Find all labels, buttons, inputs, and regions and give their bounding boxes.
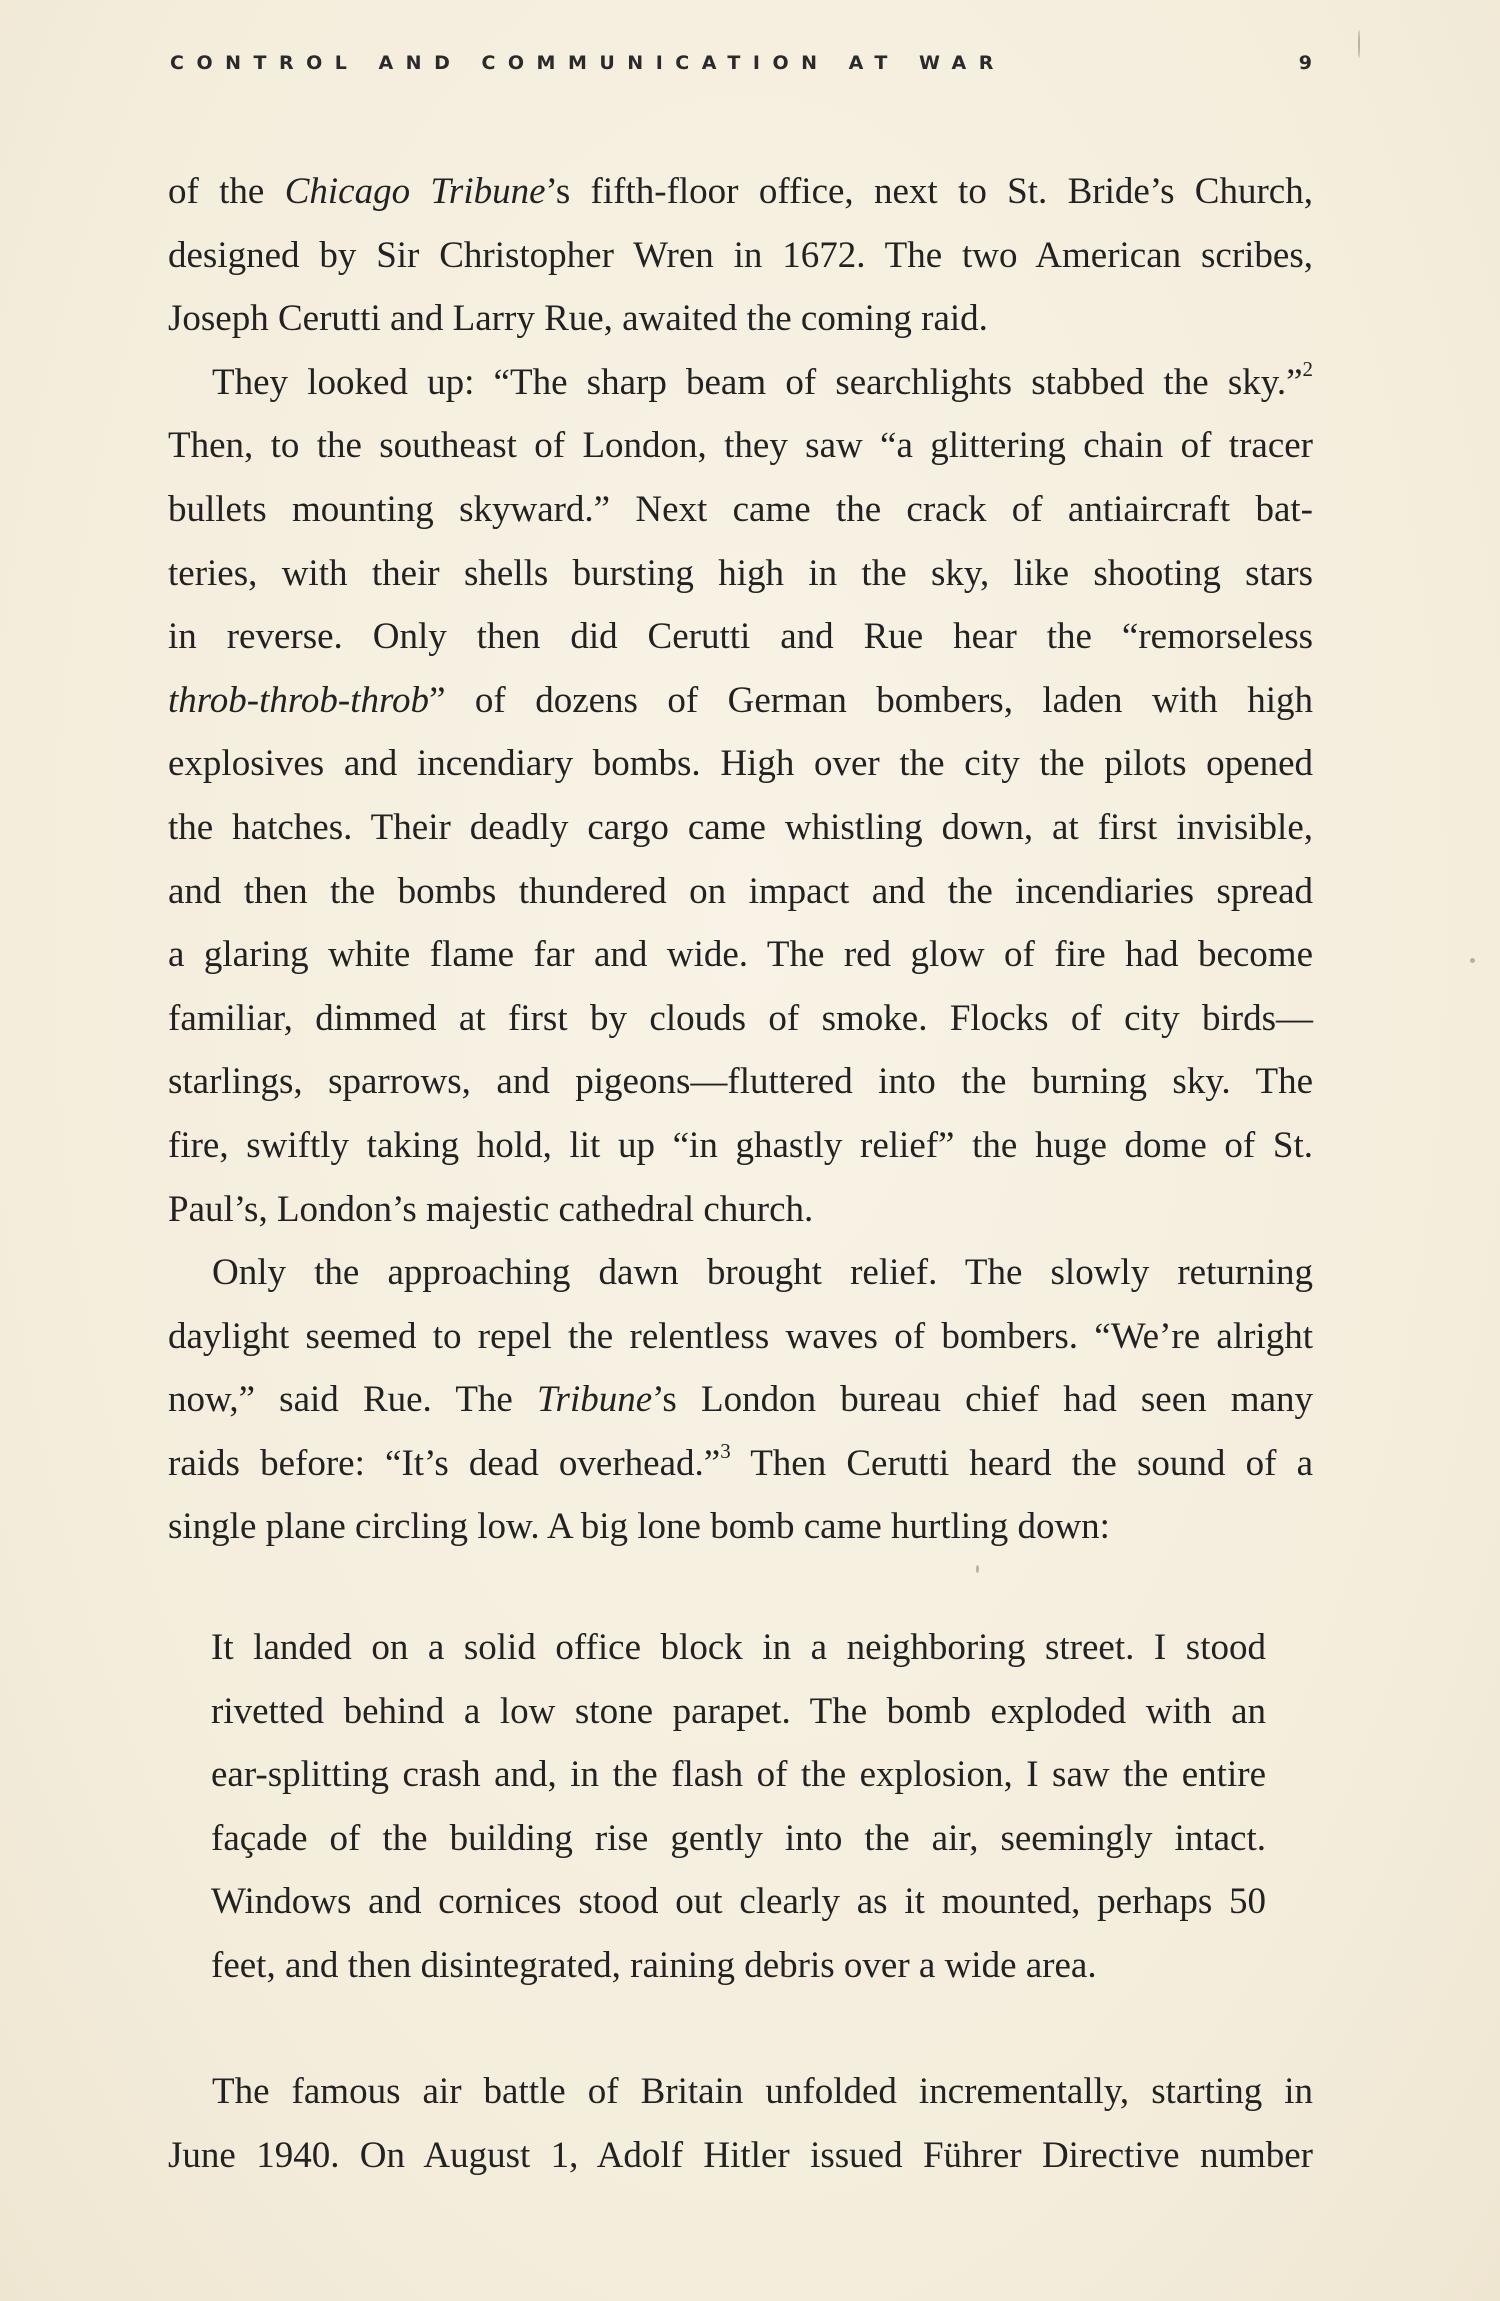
text-line: Joseph Cerutti and Larry Rue, awaited the coming raid.	[168, 298, 988, 340]
text-line: Only the approaching dawn brought relief. The slowly returning	[212, 1252, 1313, 1294]
text-line: Paul’s, London’s majestic cathedral church.	[168, 1188, 814, 1230]
text-line: starlings, sparrows, and pigeons—fluttered into the burning sky. The	[168, 1061, 1313, 1103]
quote-line: façade of the building rise gently into the air, seemingly intact.	[211, 1817, 1266, 1859]
text-line: explosives and incendiary bombs. High over the city the pilots opened	[168, 743, 1313, 785]
page-number: 9	[1298, 52, 1312, 74]
text-line: The famous air battle of Britain unfolded incrementally, starting in	[212, 2071, 1313, 2112]
text-line: of the Chicago Tribune’s fifth-floor office, next to St. Bride’s Church,	[168, 171, 1313, 212]
footnote-marker: 3	[720, 1438, 731, 1463]
quote-line: Windows and cornices stood out clearly as it mounted, perhaps 50	[211, 1881, 1266, 1923]
text-line: the hatches. Their deadly cargo came whistling down, at first invisible,	[168, 806, 1313, 848]
quote-line: rivetted behind a low stone parapet. The bomb exploded with an	[211, 1690, 1266, 1732]
text-line: throb-throb-throb” of dozens of German bombers, laden with high	[168, 679, 1313, 721]
paragraph-2	[168, 351, 1313, 1241]
quote-line: feet, and then disintegrated, raining debris over a wide area.	[211, 1944, 1097, 1986]
text-line: a glaring white flame far and wide. The red glow of fire had become	[168, 934, 1313, 976]
text-line: Then, to the southeast of London, they saw “a glittering chain of tracer	[168, 425, 1313, 467]
text-line: bullets mounting skyward.” Next came the crack of antiaircraft bat-	[168, 488, 1313, 530]
footnote-marker: 2	[1302, 357, 1313, 382]
quote-line: ear-splitting crash and, in the flash of the explosion, I saw the entire	[211, 1754, 1266, 1796]
paper-speck	[1358, 30, 1360, 58]
text-line: They looked up: “The sharp beam of searchlights stabbed the sky.”$^2$	[212, 357, 1313, 403]
text-line: teries, with their shells bursting high in the sky, like shooting stars	[168, 552, 1313, 594]
text-line: designed by Sir Christopher Wren in 1672. The two American scribes,	[168, 234, 1313, 276]
paper-speck	[1470, 958, 1475, 963]
text-line: fire, swiftly taking hold, lit up “in ghastly relief” the huge dome of St.	[168, 1124, 1313, 1166]
running-head: CONTROL AND COMMUNICATION AT WAR	[170, 52, 1006, 74]
text-line: in reverse. Only then did Cerutti and Rue hear the “remorseless	[168, 616, 1313, 658]
text-line: raids before: “It’s dead overhead.”$^3$ Then Cerutti heard the sound of a	[168, 1438, 1313, 1484]
text-line: now,” said Rue. The Tribune’s London bureau chief had seen many	[168, 1379, 1313, 1421]
text-line: daylight seemed to repel the relentless waves of bombers. “We’re alright	[168, 1315, 1313, 1357]
paragraph-4	[168, 2060, 1313, 2187]
text-line: familiar, dimmed at first by clouds of smoke. Flocks of city birds—	[168, 997, 1313, 1039]
main-text	[168, 160, 1313, 1559]
newspaper-title: Tribune	[537, 1379, 653, 1421]
paragraph-3	[168, 1241, 1313, 1559]
quote-line: It landed on a solid office block in a neighboring street. I stood	[211, 1627, 1266, 1668]
paragraph-1	[168, 160, 1313, 351]
emphasis: throb-throb-throb	[168, 679, 430, 721]
block-quote	[211, 1616, 1266, 1998]
paper-speck	[976, 1565, 979, 1573]
text-line: single plane circling low. A big lone bomb came hurtling down:	[168, 1506, 1110, 1548]
newspaper-title: Chicago Tribune	[284, 171, 546, 212]
text-line: and then the bombs thundered on impact and the incendiaries spread	[168, 870, 1313, 912]
text-line: June 1940. On August 1, Adolf Hitler issued Führer Directive number	[168, 2134, 1313, 2176]
